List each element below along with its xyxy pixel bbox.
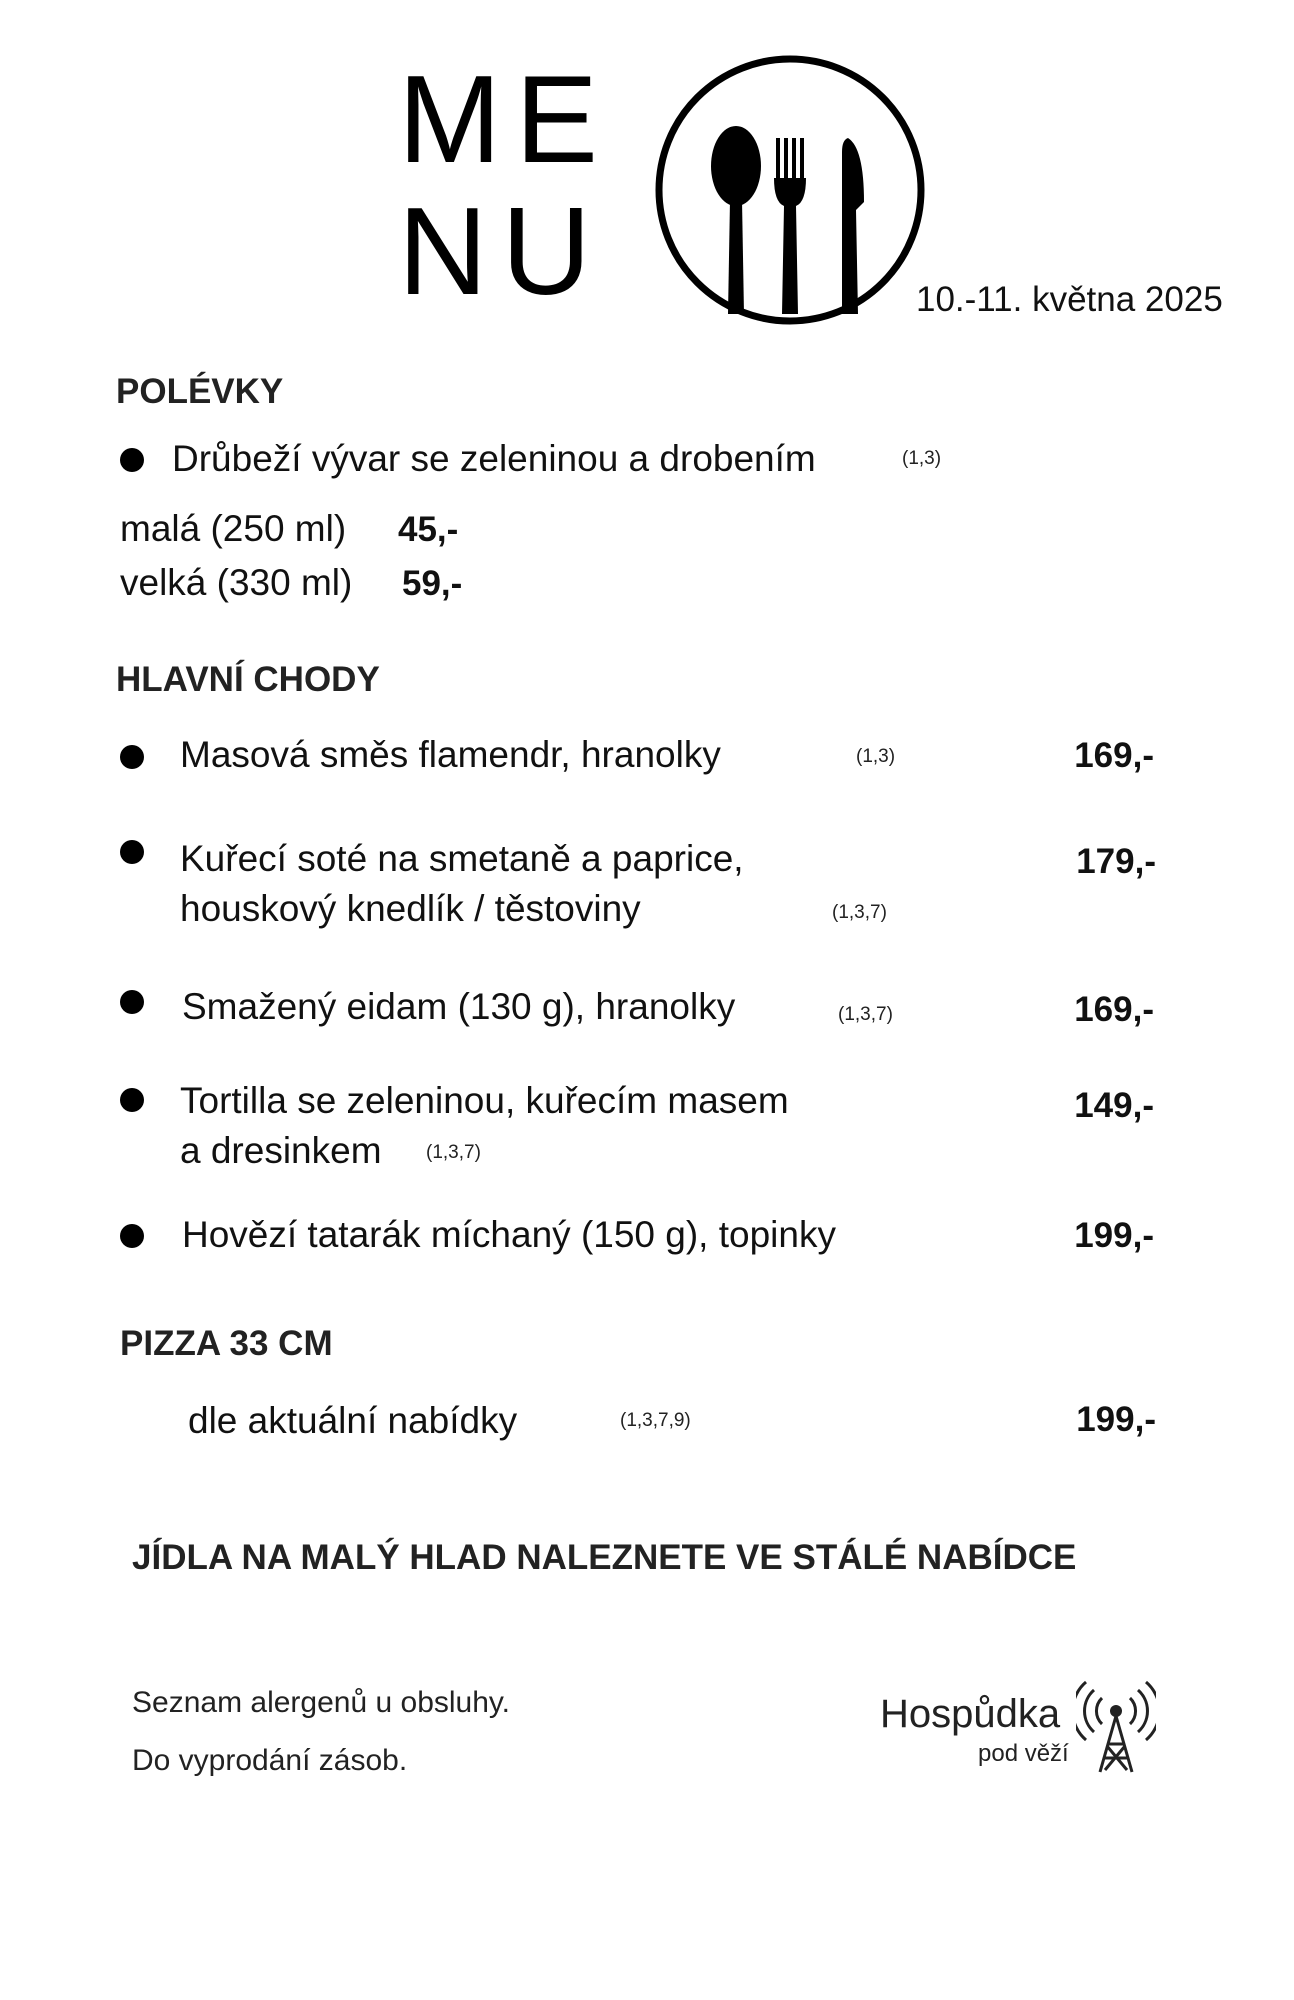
bullet (120, 840, 144, 864)
bullet (120, 1088, 144, 1112)
main-item-4-name: Tortilla se zeleninou, kuřecím masem (180, 1080, 789, 1121)
main-item-2-name: Kuřecí soté na smetaně a paprice, (180, 838, 744, 879)
bullet (120, 1224, 144, 1248)
bullet (120, 448, 144, 472)
section-heading-pizza: PIZZA 33 CM (120, 1324, 333, 1363)
soup-price-small: 45,- (398, 510, 459, 549)
main-item-1-allergens: (1,3) (856, 746, 896, 767)
main-item-2-name-line2: houskový knedlík / těstoviny (180, 888, 641, 929)
pizza-price: 199,- (1076, 1400, 1156, 1439)
main-item-3-allergens: (1,3,7) (838, 1004, 893, 1025)
main-item-5-name: Hovězí tatarák míchaný (150 g), topinky (182, 1214, 836, 1255)
main-item-2-price: 179,- (1076, 842, 1156, 881)
section-heading-soups: POLÉVKY (116, 372, 284, 411)
allergen-note: Seznam alergenů u obsluhy. (132, 1686, 511, 1719)
menu-title-line1: ME (398, 51, 612, 189)
brand-name: Hospůdka (880, 1692, 1061, 1736)
main-item-4-name-line2: a dresinkem (180, 1130, 382, 1171)
main-item-1-price: 169,- (1074, 736, 1154, 775)
main-item-3-name: Smažený eidam (130 g), hranolky (182, 986, 736, 1027)
main-item-5-price: 199,- (1074, 1216, 1154, 1255)
main-item-3-price: 169,- (1074, 990, 1154, 1029)
soup-price-large: 59,- (402, 564, 463, 603)
small-hunger-notice: JÍDLA NA MALÝ HLAD NALEZNETE VE STÁLÉ NABÍDCE (132, 1538, 1077, 1577)
main-item-4-price: 149,- (1074, 1086, 1154, 1125)
stock-note: Do vyprodání zásob. (132, 1744, 408, 1777)
main-item-2-allergens: (1,3,7) (832, 902, 887, 923)
soup-allergens: (1,3) (902, 448, 942, 469)
main-item-1-name: Masová směs flamendr, hranolky (180, 734, 721, 775)
main-item-4-allergens: (1,3,7) (426, 1142, 481, 1163)
brand-subtitle: pod věží (978, 1740, 1069, 1767)
bullet (120, 745, 144, 769)
soup-size-large: velká (330 ml) (120, 562, 353, 603)
menu-date: 10.-11. května 2025 (916, 280, 1223, 319)
bullet (120, 990, 144, 1014)
menu-title-line2: NU (398, 183, 606, 321)
soup-size-small: malá (250 ml) (120, 508, 347, 549)
section-heading-mains: HLAVNÍ CHODY (116, 660, 380, 699)
pizza-allergens: (1,3,7,9) (620, 1410, 691, 1431)
fork-knife-spoon-icon (652, 52, 928, 328)
pizza-name: dle aktuální nabídky (188, 1400, 518, 1441)
radio-tower-icon (1076, 1676, 1156, 1776)
soup-name: Drůbeží vývar se zeleninou a drobením (172, 438, 816, 479)
